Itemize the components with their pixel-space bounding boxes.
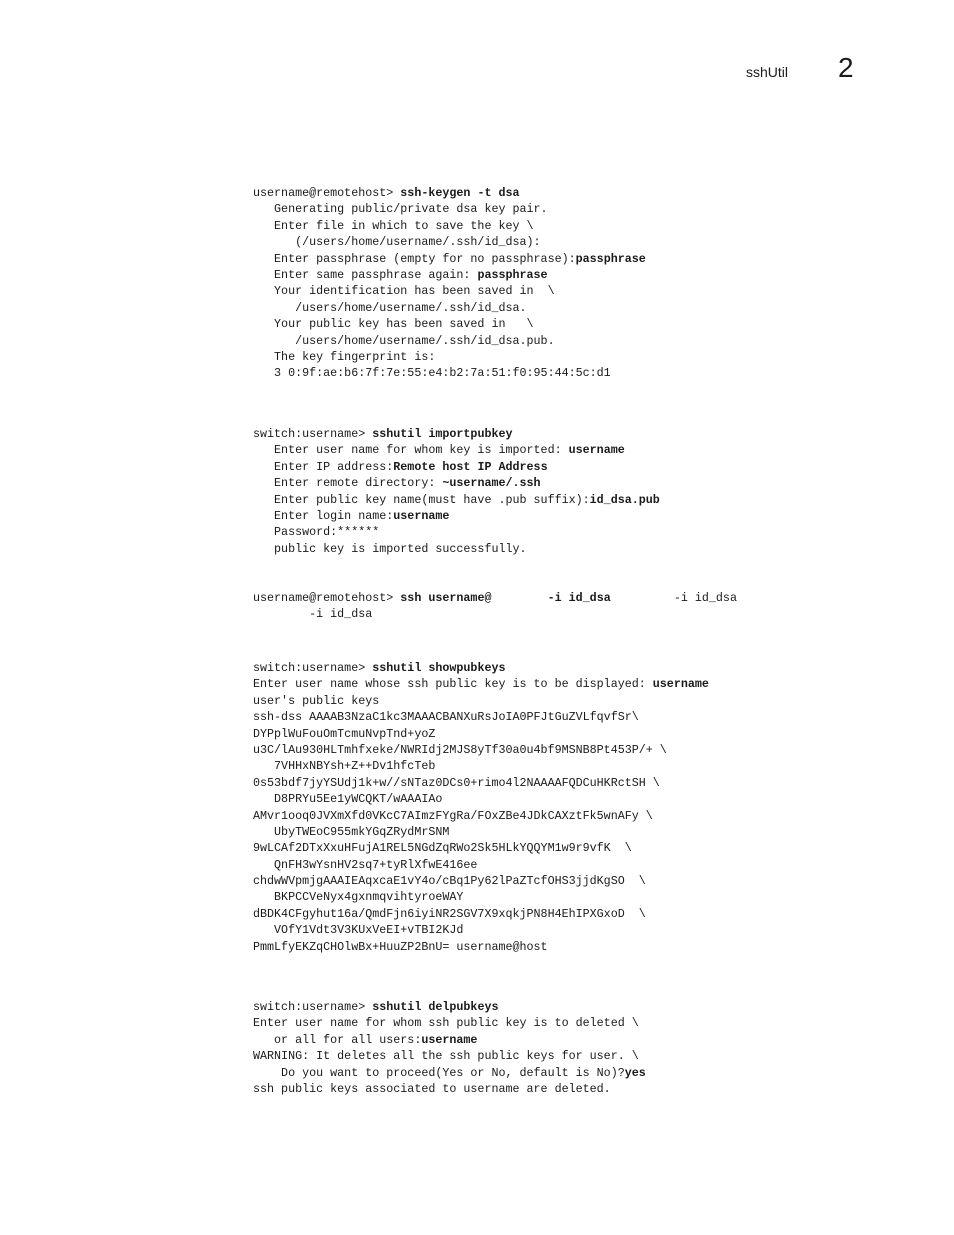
code-text: Enter public key name(must have .pub suffix): — [253, 492, 590, 507]
code-line — [253, 791, 709, 807]
code-line — [253, 939, 709, 955]
code-line — [253, 333, 646, 349]
code-line — [253, 693, 709, 709]
code-text: username@remotehost> — [253, 591, 401, 605]
code-text: WARNING: It deletes all the ssh public keys for user. \ — [253, 1049, 639, 1064]
code-block-delpubkeys — [253, 999, 646, 1097]
code-line — [253, 758, 709, 774]
code-text: /users/home/username/.ssh/id_dsa. — [253, 300, 527, 315]
code-line — [253, 185, 646, 201]
chapter-number: 2 — [838, 52, 854, 83]
code-text: (/users/home/username/.ssh/id_dsa): — [253, 235, 541, 250]
code-text: switch:username> — [253, 661, 373, 675]
code-line — [253, 1048, 646, 1064]
code-line — [253, 906, 709, 922]
code-block-keygen — [253, 185, 646, 382]
code-text: BKPCCVeNyx4gxnmqvihtyroeWAY — [253, 890, 464, 905]
command-input: ssh-keygen -t dsa — [400, 186, 520, 200]
command-input: username — [568, 443, 625, 458]
command-input: passphrase — [575, 251, 646, 266]
command-input: ssh username@ — [400, 591, 492, 605]
code-line — [253, 283, 646, 299]
code-text: D8PRYu5Ee1yWCQKT/wAAAIAo — [253, 792, 443, 807]
code-text: Enter login name: — [253, 508, 394, 523]
code-block-showpubkeys — [253, 660, 709, 955]
code-line — [253, 1065, 646, 1081]
code-line — [253, 808, 709, 824]
code-text: 3 0:9f:ae:b6:7f:7e:55:e4:b2:7a:51:f0:95:44:5c:d1 — [253, 366, 611, 381]
code-text: AMvr1ooq0JVXmXfd0VKcC7AImzFYgRa/FOxZBe4JDkCAXztFk5wnAFy \ — [253, 808, 653, 823]
code-line — [253, 251, 646, 267]
code-text: Enter same passphrase again: — [253, 267, 478, 282]
command-input: -i id_dsa — [547, 591, 611, 605]
code-text: username@remotehost> — [253, 186, 401, 200]
code-text: switch:username> — [253, 427, 373, 441]
command-input: Remote host IP Address — [393, 459, 548, 474]
code-line — [253, 857, 709, 873]
code-line — [253, 349, 646, 365]
code-text: user's public keys — [253, 693, 380, 708]
code-block-importpubkey — [253, 426, 660, 557]
command-input: username — [421, 1032, 478, 1047]
code-text: Your public key has been saved in \ — [253, 317, 534, 332]
code-text — [491, 591, 547, 605]
code-text: Enter passphrase (empty for no passphrase): — [253, 251, 576, 266]
code-text: DYPplWuFouOmTcmuNvpTnd+yoZ — [253, 726, 436, 741]
command-input: id_dsa.pub — [589, 492, 660, 507]
command-input: sshutil showpubkeys — [372, 661, 506, 675]
command-input: passphrase — [477, 267, 548, 282]
code-line — [253, 1032, 646, 1048]
code-text: Your identification has been saved in \ — [253, 284, 555, 299]
code-line — [253, 492, 660, 508]
code-line — [253, 426, 660, 442]
code-line — [253, 742, 709, 758]
code-text: Do you want to proceed(Yes or No, default is No)? — [253, 1065, 625, 1080]
code-line — [253, 1081, 646, 1097]
code-line — [253, 365, 646, 381]
code-text: -i id_dsa — [253, 607, 373, 622]
code-text: The key fingerprint is: — [253, 349, 436, 364]
code-line — [253, 726, 709, 742]
code-line — [253, 709, 709, 725]
command-input: username — [652, 677, 709, 692]
code-text: /users/home/username/.ssh/id_dsa.pub. — [253, 333, 555, 348]
code-line — [253, 316, 646, 332]
code-text: PmmLfyEKZqCHOlwBx+HuuZP2BnU= username@host — [253, 939, 548, 954]
code-line — [253, 840, 709, 856]
code-text: Enter file in which to save the key \ — [253, 218, 534, 233]
code-line — [253, 459, 660, 475]
code-line — [253, 889, 709, 905]
code-line — [253, 590, 737, 606]
code-text: Enter user name whose ssh public key is to be displayed: — [253, 677, 653, 692]
command-input: sshutil delpubkeys — [372, 1000, 499, 1014]
code-line — [253, 508, 660, 524]
code-text: VOfY1Vdt3V3KUxVeEI+vTBI2KJd — [253, 923, 464, 938]
code-text: dBDK4CFgyhut16a/QmdFjn6iyiNR2SGV7X9xqkjPN8H4EhIPXGxoD \ — [253, 906, 646, 921]
code-text: Password:****** — [253, 525, 380, 540]
code-line — [253, 922, 709, 938]
code-line — [253, 300, 646, 316]
command-input: username — [393, 508, 450, 523]
code-line — [253, 775, 709, 791]
code-line — [253, 660, 709, 676]
code-text: public key is imported successfully. — [253, 541, 527, 556]
code-block-ssh-login — [253, 590, 737, 623]
command-input: yes — [624, 1065, 646, 1080]
code-text: switch:username> — [253, 1000, 373, 1014]
code-line — [253, 524, 660, 540]
code-text: chdwWVpmjgAAAIEAqxcaE1vY4o/cBq1Py62lPaZTcfOHS3jjdKgSO \ — [253, 874, 646, 889]
code-line — [253, 475, 660, 491]
code-text: u3C/lAu930HLTmhfxeke/NWRIdj2MJS8yTf30a0u4bf9MSNB8Pt453P/+ \ — [253, 742, 667, 757]
code-line — [253, 824, 709, 840]
code-text: Enter user name for whom key is imported: — [253, 443, 569, 458]
code-text: 0s53bdf7jyYSUdj1k+w//sNTaz0DCs0+rimo4l2NAAAAFQDCuHKRctSH \ — [253, 775, 660, 790]
code-text: or all for all users: — [253, 1032, 422, 1047]
code-line — [253, 1015, 646, 1031]
code-line — [253, 234, 646, 250]
code-text: ssh-dss AAAAB3NzaC1kc3MAAACBANXuRsJoIA0PFJtGuZVLfqvfSr\ — [253, 710, 639, 725]
code-text: 7VHHxNBYsh+Z++Dv1hfcTeb — [253, 759, 436, 774]
command-input: ~username/.ssh — [442, 476, 541, 491]
running-header-title: sshUtil — [746, 64, 789, 80]
code-text: Generating public/private dsa key pair. — [253, 202, 548, 217]
command-input: sshutil importpubkey — [372, 427, 513, 441]
code-line — [253, 999, 646, 1015]
code-line — [253, 676, 709, 692]
code-text: Enter remote directory: — [253, 476, 443, 491]
code-text: UbyTWEoC955mkYGqZRydMrSNM — [253, 824, 450, 839]
code-line — [253, 218, 646, 234]
code-line — [253, 267, 646, 283]
code-line — [253, 606, 737, 622]
code-line — [253, 442, 660, 458]
code-line — [253, 873, 709, 889]
code-text: 9wLCAf2DTxXxuHFujA1REL5NGdZqRWo2Sk5HLkYQQYM1w9r9vfK \ — [253, 841, 632, 856]
code-text: QnFH3wYsnHV2sq7+tyRlXfwE416ee — [253, 857, 478, 872]
code-text: Enter IP address: — [253, 459, 394, 474]
code-text: ssh public keys associated to username are deleted. — [253, 1081, 611, 1096]
code-line — [253, 201, 646, 217]
code-text: -i id_dsa — [610, 591, 737, 605]
code-line — [253, 541, 660, 557]
code-text: Enter user name for whom ssh public key is to deleted \ — [253, 1016, 639, 1031]
